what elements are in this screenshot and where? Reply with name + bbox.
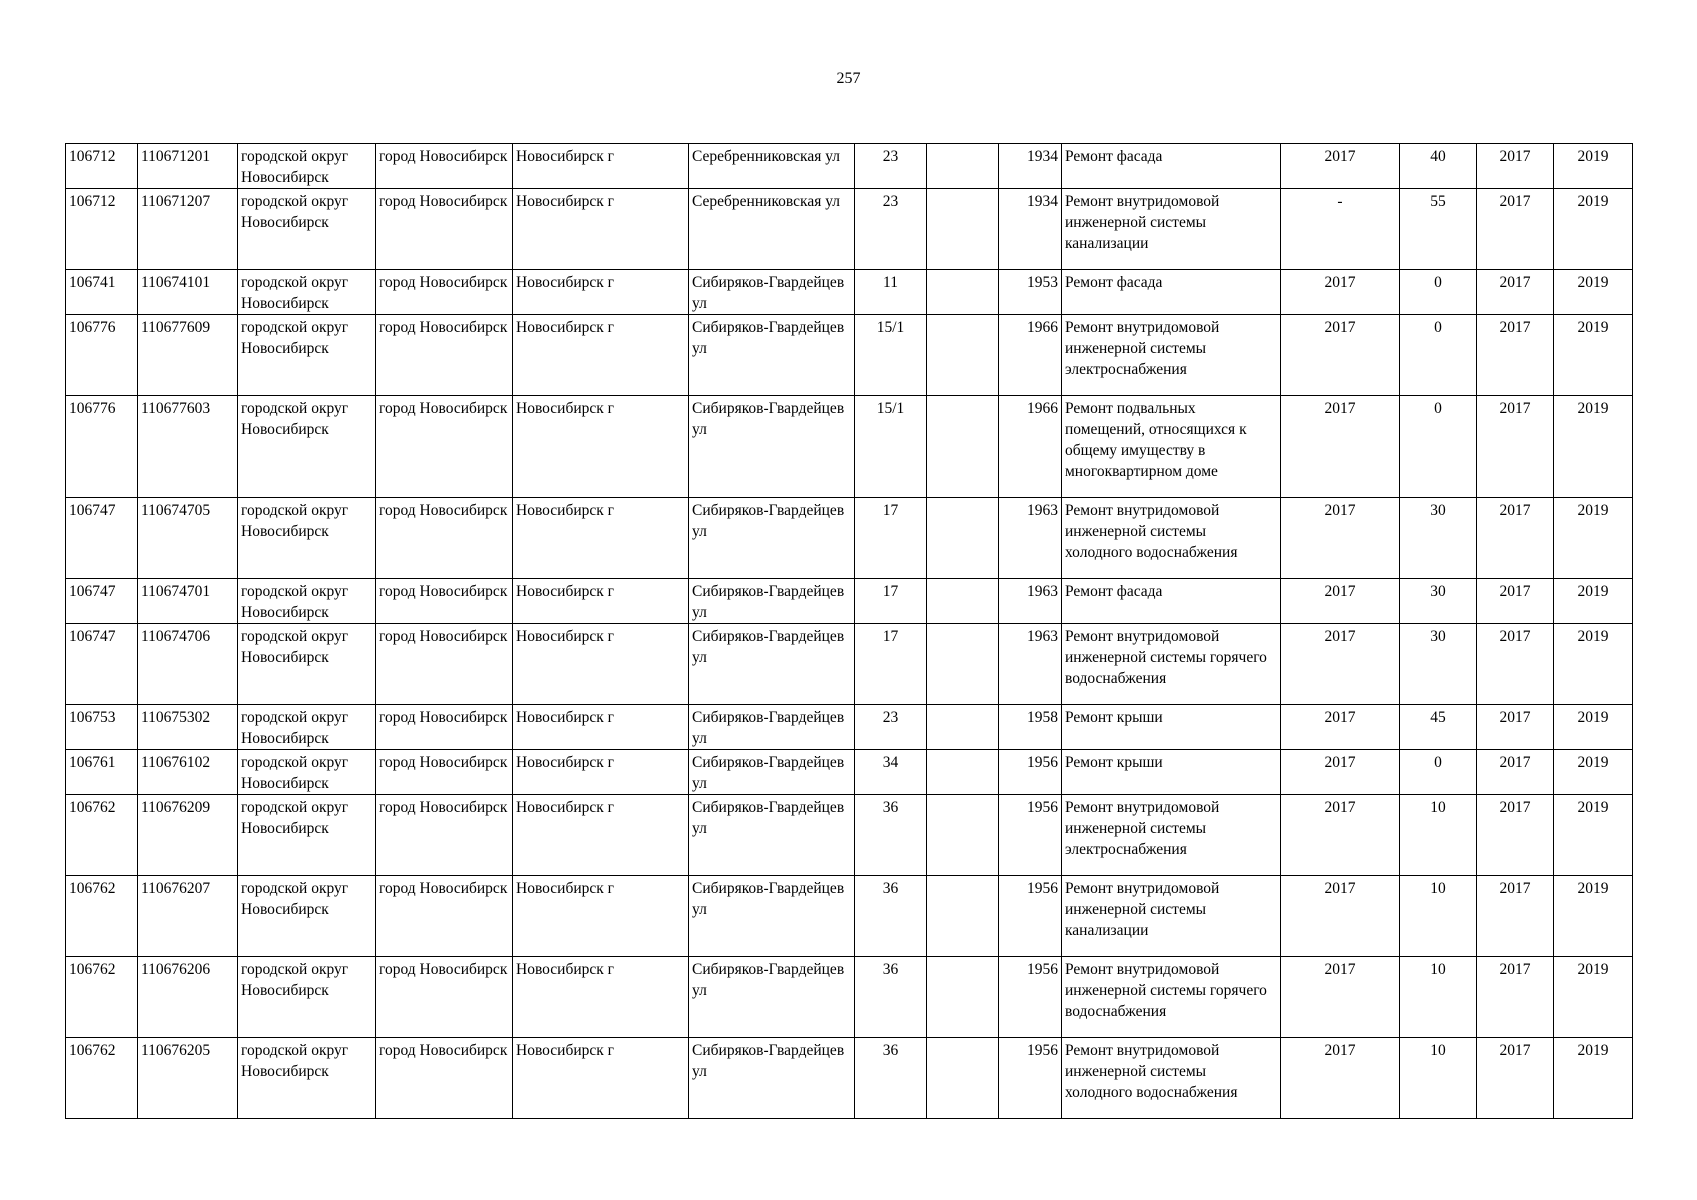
cell-municipal-district: городской округ Новосибирск: [238, 144, 376, 189]
cell-plan-start-year: 2017: [1477, 144, 1554, 189]
cell-plan-end-year: 2019: [1554, 624, 1633, 705]
cell-prev-year: 2017: [1281, 270, 1400, 315]
cell-wear-percent: 30: [1400, 498, 1477, 579]
cell-build-year: 1953: [999, 270, 1062, 315]
table-row: [66, 624, 1633, 705]
cell-build-year: 1963: [999, 579, 1062, 624]
cell-street: Сибиряков-Гвардейцев ул: [689, 795, 855, 876]
cell-wear-percent: 40: [1400, 144, 1477, 189]
cell-work-type: Ремонт внутридомовой инженерной системы холодного водоснабжения: [1062, 1038, 1281, 1119]
cell-municipal-district: городской округ Новосибирск: [238, 795, 376, 876]
cell-street: Серебренниковская ул: [689, 189, 855, 270]
cell-house-number: 36: [855, 795, 927, 876]
cell-house-number: 17: [855, 624, 927, 705]
cell-municipality: город Новосибирск: [376, 579, 513, 624]
cell-street: Сибиряков-Гвардейцев ул: [689, 579, 855, 624]
cell-municipal-district: городской округ Новосибирск: [238, 624, 376, 705]
cell-plan-end-year: 2019: [1554, 957, 1633, 1038]
cell-service-id: 110674705: [138, 498, 238, 579]
cell-house-number: 15/1: [855, 315, 927, 396]
cell-municipality: город Новосибирск: [376, 189, 513, 270]
cell-locality: Новосибирск г: [513, 189, 689, 270]
cell-work-type: Ремонт крыши: [1062, 750, 1281, 795]
cell-locality: Новосибирск г: [513, 270, 689, 315]
cell-prev-year: 2017: [1281, 624, 1400, 705]
cell-municipality: город Новосибирск: [376, 144, 513, 189]
cell-building: [927, 315, 999, 396]
cell-house-number: 23: [855, 705, 927, 750]
cell-municipality: город Новосибирск: [376, 315, 513, 396]
cell-street: Сибиряков-Гвардейцев ул: [689, 396, 855, 498]
cell-street: Сибиряков-Гвардейцев ул: [689, 270, 855, 315]
cell-locality: Новосибирск г: [513, 795, 689, 876]
cell-prev-year: 2017: [1281, 579, 1400, 624]
cell-municipal-district: городской округ Новосибирск: [238, 315, 376, 396]
cell-plan-end-year: 2019: [1554, 144, 1633, 189]
cell-municipality: город Новосибирск: [376, 705, 513, 750]
cell-plan-start-year: 2017: [1477, 705, 1554, 750]
table-row: [66, 315, 1633, 396]
cell-building: [927, 270, 999, 315]
cell-house-id: 106747: [66, 498, 138, 579]
cell-wear-percent: 30: [1400, 624, 1477, 705]
cell-plan-end-year: 2019: [1554, 795, 1633, 876]
cell-locality: Новосибирск г: [513, 579, 689, 624]
cell-house-number: 34: [855, 750, 927, 795]
table-row: [66, 1038, 1633, 1119]
table-row: [66, 498, 1633, 579]
cell-service-id: 110674701: [138, 579, 238, 624]
cell-prev-year: 2017: [1281, 144, 1400, 189]
cell-street: Сибиряков-Гвардейцев ул: [689, 1038, 855, 1119]
page-number: 257: [836, 70, 861, 87]
cell-prev-year: 2017: [1281, 705, 1400, 750]
cell-house-id: 106762: [66, 876, 138, 957]
cell-street: Сибиряков-Гвардейцев ул: [689, 876, 855, 957]
table-row: [66, 579, 1633, 624]
cell-wear-percent: 0: [1400, 396, 1477, 498]
cell-service-id: 110676207: [138, 876, 238, 957]
cell-house-number: 36: [855, 957, 927, 1038]
cell-prev-year: 2017: [1281, 396, 1400, 498]
cell-plan-start-year: 2017: [1477, 795, 1554, 876]
cell-street: Сибиряков-Гвардейцев ул: [689, 705, 855, 750]
cell-locality: Новосибирск г: [513, 957, 689, 1038]
cell-plan-start-year: 2017: [1477, 396, 1554, 498]
cell-service-id: 110671207: [138, 189, 238, 270]
cell-service-id: 110676209: [138, 795, 238, 876]
cell-build-year: 1956: [999, 795, 1062, 876]
cell-build-year: 1963: [999, 498, 1062, 579]
cell-municipality: город Новосибирск: [376, 876, 513, 957]
cell-work-type: Ремонт внутридомовой инженерной системы холодного водоснабжения: [1062, 498, 1281, 579]
cell-building: [927, 705, 999, 750]
cell-service-id: 110675302: [138, 705, 238, 750]
cell-house-number: 15/1: [855, 396, 927, 498]
cell-house-id: 106741: [66, 270, 138, 315]
cell-street: Сибиряков-Гвардейцев ул: [689, 957, 855, 1038]
cell-plan-start-year: 2017: [1477, 957, 1554, 1038]
cell-municipality: город Новосибирск: [376, 498, 513, 579]
cell-prev-year: 2017: [1281, 957, 1400, 1038]
table-row: [66, 957, 1633, 1038]
cell-building: [927, 396, 999, 498]
cell-prev-year: 2017: [1281, 795, 1400, 876]
cell-house-number: 23: [855, 144, 927, 189]
cell-plan-end-year: 2019: [1554, 1038, 1633, 1119]
cell-plan-start-year: 2017: [1477, 315, 1554, 396]
cell-locality: Новосибирск г: [513, 396, 689, 498]
cell-locality: Новосибирск г: [513, 144, 689, 189]
cell-municipal-district: городской округ Новосибирск: [238, 705, 376, 750]
cell-building: [927, 498, 999, 579]
cell-prev-year: 2017: [1281, 876, 1400, 957]
cell-wear-percent: 45: [1400, 705, 1477, 750]
table-row: [66, 705, 1633, 750]
cell-house-id: 106712: [66, 189, 138, 270]
cell-wear-percent: 0: [1400, 750, 1477, 795]
table-body: [66, 144, 1633, 1119]
cell-municipality: город Новосибирск: [376, 795, 513, 876]
cell-municipality: город Новосибирск: [376, 1038, 513, 1119]
cell-locality: Новосибирск г: [513, 624, 689, 705]
cell-plan-end-year: 2019: [1554, 705, 1633, 750]
cell-municipal-district: городской округ Новосибирск: [238, 957, 376, 1038]
cell-wear-percent: 10: [1400, 795, 1477, 876]
cell-prev-year: -: [1281, 189, 1400, 270]
cell-prev-year: 2017: [1281, 498, 1400, 579]
cell-work-type: Ремонт фасада: [1062, 144, 1281, 189]
cell-municipality: город Новосибирск: [376, 750, 513, 795]
cell-build-year: 1956: [999, 1038, 1062, 1119]
cell-municipal-district: городской округ Новосибирск: [238, 270, 376, 315]
cell-plan-end-year: 2019: [1554, 750, 1633, 795]
cell-plan-start-year: 2017: [1477, 189, 1554, 270]
cell-municipal-district: городской округ Новосибирск: [238, 189, 376, 270]
cell-house-id: 106747: [66, 579, 138, 624]
repair-registry-table: [65, 143, 1633, 1119]
cell-work-type: Ремонт внутридомовой инженерной системы электроснабжения: [1062, 795, 1281, 876]
cell-build-year: 1934: [999, 144, 1062, 189]
cell-building: [927, 957, 999, 1038]
cell-plan-end-year: 2019: [1554, 579, 1633, 624]
cell-municipality: город Новосибирск: [376, 270, 513, 315]
cell-street: Сибиряков-Гвардейцев ул: [689, 624, 855, 705]
cell-build-year: 1966: [999, 396, 1062, 498]
cell-build-year: 1934: [999, 189, 1062, 270]
cell-house-number: 17: [855, 579, 927, 624]
cell-locality: Новосибирск г: [513, 750, 689, 795]
cell-plan-end-year: 2019: [1554, 270, 1633, 315]
table-row: [66, 795, 1633, 876]
cell-building: [927, 579, 999, 624]
cell-plan-start-year: 2017: [1477, 624, 1554, 705]
cell-municipal-district: городской округ Новосибирск: [238, 579, 376, 624]
cell-locality: Новосибирск г: [513, 705, 689, 750]
cell-work-type: Ремонт внутридомовой инженерной системы канализации: [1062, 876, 1281, 957]
cell-plan-end-year: 2019: [1554, 876, 1633, 957]
cell-wear-percent: 10: [1400, 1038, 1477, 1119]
cell-prev-year: 2017: [1281, 315, 1400, 396]
cell-plan-start-year: 2017: [1477, 579, 1554, 624]
cell-build-year: 1966: [999, 315, 1062, 396]
table-row: [66, 144, 1633, 189]
cell-wear-percent: 10: [1400, 957, 1477, 1038]
cell-house-number: 11: [855, 270, 927, 315]
cell-house-number: 36: [855, 876, 927, 957]
cell-service-id: 110674706: [138, 624, 238, 705]
cell-wear-percent: 0: [1400, 315, 1477, 396]
table-row: [66, 270, 1633, 315]
cell-plan-start-year: 2017: [1477, 498, 1554, 579]
cell-prev-year: 2017: [1281, 1038, 1400, 1119]
cell-prev-year: 2017: [1281, 750, 1400, 795]
cell-municipal-district: городской округ Новосибирск: [238, 1038, 376, 1119]
cell-service-id: 110676102: [138, 750, 238, 795]
cell-house-id: 106761: [66, 750, 138, 795]
cell-wear-percent: 0: [1400, 270, 1477, 315]
cell-municipality: город Новосибирск: [376, 957, 513, 1038]
cell-municipality: город Новосибирск: [376, 624, 513, 705]
cell-work-type: Ремонт внутридомовой инженерной системы горячего водоснабжения: [1062, 624, 1281, 705]
cell-work-type: Ремонт внутридомовой инженерной системы электроснабжения: [1062, 315, 1281, 396]
cell-plan-start-year: 2017: [1477, 876, 1554, 957]
cell-service-id: 110674101: [138, 270, 238, 315]
cell-house-id: 106762: [66, 795, 138, 876]
cell-plan-end-year: 2019: [1554, 396, 1633, 498]
cell-plan-start-year: 2017: [1477, 1038, 1554, 1119]
cell-building: [927, 795, 999, 876]
cell-street: Серебренниковская ул: [689, 144, 855, 189]
cell-municipal-district: городской округ Новосибирск: [238, 876, 376, 957]
table-row: [66, 396, 1633, 498]
cell-service-id: 110677609: [138, 315, 238, 396]
cell-locality: Новосибирск г: [513, 876, 689, 957]
cell-plan-end-year: 2019: [1554, 189, 1633, 270]
cell-locality: Новосибирск г: [513, 315, 689, 396]
cell-work-type: Ремонт фасада: [1062, 579, 1281, 624]
cell-street: Сибиряков-Гвардейцев ул: [689, 315, 855, 396]
cell-plan-end-year: 2019: [1554, 315, 1633, 396]
cell-house-id: 106712: [66, 144, 138, 189]
cell-building: [927, 1038, 999, 1119]
table-row: [66, 876, 1633, 957]
cell-municipal-district: городской округ Новосибирск: [238, 396, 376, 498]
cell-build-year: 1956: [999, 876, 1062, 957]
cell-municipal-district: городской округ Новосибирск: [238, 498, 376, 579]
table-row: [66, 189, 1633, 270]
cell-street: Сибиряков-Гвардейцев ул: [689, 498, 855, 579]
cell-locality: Новосибирск г: [513, 1038, 689, 1119]
cell-work-type: Ремонт фасада: [1062, 270, 1281, 315]
cell-work-type: Ремонт внутридомовой инженерной системы горячего водоснабжения: [1062, 957, 1281, 1038]
cell-municipality: город Новосибирск: [376, 396, 513, 498]
cell-street: Сибиряков-Гвардейцев ул: [689, 750, 855, 795]
cell-build-year: 1958: [999, 705, 1062, 750]
cell-service-id: 110671201: [138, 144, 238, 189]
table-row: [66, 750, 1633, 795]
cell-house-id: 106753: [66, 705, 138, 750]
cell-building: [927, 624, 999, 705]
cell-house-number: 36: [855, 1038, 927, 1119]
cell-wear-percent: 55: [1400, 189, 1477, 270]
cell-plan-start-year: 2017: [1477, 750, 1554, 795]
cell-service-id: 110677603: [138, 396, 238, 498]
cell-wear-percent: 30: [1400, 579, 1477, 624]
cell-building: [927, 876, 999, 957]
cell-building: [927, 189, 999, 270]
cell-house-id: 106776: [66, 396, 138, 498]
cell-work-type: Ремонт крыши: [1062, 705, 1281, 750]
cell-house-id: 106776: [66, 315, 138, 396]
cell-work-type: Ремонт подвальных помещений, относящихся к общему имуществу в многоквартирном доме: [1062, 396, 1281, 498]
cell-wear-percent: 10: [1400, 876, 1477, 957]
cell-build-year: 1963: [999, 624, 1062, 705]
cell-build-year: 1956: [999, 750, 1062, 795]
cell-build-year: 1956: [999, 957, 1062, 1038]
cell-house-number: 23: [855, 189, 927, 270]
cell-service-id: 110676205: [138, 1038, 238, 1119]
cell-work-type: Ремонт внутридомовой инженерной системы канализации: [1062, 189, 1281, 270]
cell-plan-end-year: 2019: [1554, 498, 1633, 579]
cell-service-id: 110676206: [138, 957, 238, 1038]
cell-building: [927, 144, 999, 189]
cell-house-number: 17: [855, 498, 927, 579]
cell-locality: Новосибирск г: [513, 498, 689, 579]
cell-municipal-district: городской округ Новосибирск: [238, 750, 376, 795]
cell-house-id: 106762: [66, 957, 138, 1038]
cell-house-id: 106747: [66, 624, 138, 705]
cell-house-id: 106762: [66, 1038, 138, 1119]
cell-plan-start-year: 2017: [1477, 270, 1554, 315]
cell-building: [927, 750, 999, 795]
